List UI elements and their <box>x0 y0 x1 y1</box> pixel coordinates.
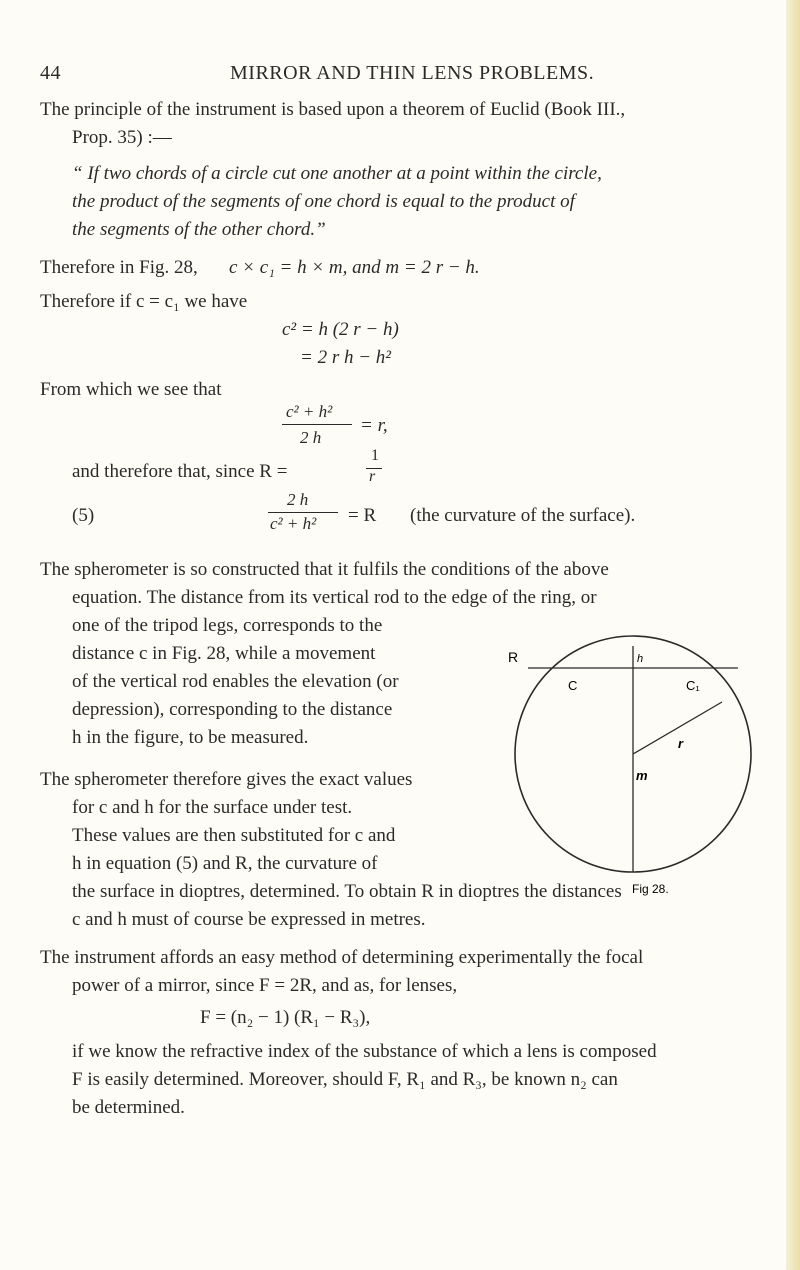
paragraph-line: one of the tripod legs, corresponds to the <box>72 615 383 636</box>
running-title: MIRROR AND THIN LENS PROBLEMS. <box>230 62 595 84</box>
fraction-3-bar <box>268 512 338 513</box>
theorem-line: the product of the segments of one chord is equal to the product of <box>72 191 575 212</box>
paragraph-line: if we know the refractive index of the substance of which a lens is composed <box>72 1041 657 1062</box>
paragraph-line: The spherometer therefore gives the exact values <box>40 769 413 790</box>
paragraph-line: the surface in dioptres, determined. To obtain R in dioptres the distances <box>72 881 622 902</box>
label-m: m <box>636 768 648 783</box>
fraction-2-numerator: 1 <box>371 447 379 464</box>
paragraph-line: be determined. <box>72 1097 185 1118</box>
paragraph-line: distance c in Fig. 28, while a movement <box>72 643 376 664</box>
fraction-1-numerator: c² + h² <box>286 402 333 421</box>
equation-2a: c² = h (2 r − h) <box>282 319 399 340</box>
paragraph-line: F is easily determined. Moreover, should F, R₁ and R₃, be known n₂ can <box>72 1069 618 1090</box>
label-c1: C₁ <box>686 678 700 693</box>
label-R: R <box>508 649 519 665</box>
figure-caption: Fig 28. <box>632 882 669 896</box>
page-number: 44 <box>40 62 61 84</box>
paragraph-line: power of a mirror, since F = 2R, and as, for lenses, <box>72 975 458 996</box>
fraction-3-denominator: c² + h² <box>270 514 317 533</box>
equation-5-note: (the curvature of the surface). <box>410 505 636 526</box>
paragraph-line: depression), corresponding to the distance <box>72 699 393 720</box>
derivation-text: From which we see that <box>40 379 222 400</box>
paragraph-line: c and h must of course be expressed in metres. <box>72 909 426 930</box>
paragraph-line: These values are then substituted for c and <box>72 825 396 846</box>
intro-line: Prop. 35) :— <box>72 127 172 148</box>
page-edge <box>786 0 800 1270</box>
fraction-1-denominator: 2 h <box>300 428 322 447</box>
figure-28 <box>500 640 770 896</box>
paragraph-line: The spherometer is so constructed that it fulfils the conditions of the above <box>40 559 609 580</box>
equation-focal-power: F = (n₂ − 1) (R₁ − R₃), <box>200 1007 371 1028</box>
fraction-3-numerator: 2 h <box>287 490 309 509</box>
equation-5-rhs: = R <box>348 505 377 526</box>
label-c: C <box>568 678 578 693</box>
paragraph-line: h in the figure, to be measured. <box>72 727 309 748</box>
paragraph-line: h in equation (5) and R, the curvature of <box>72 853 378 874</box>
equation-2b: = 2 r h − h² <box>300 347 391 368</box>
theorem-line: the segments of the other chord.” <box>72 219 326 240</box>
paragraph-line: The instrument affords an easy method of determining experimentally the focal <box>40 947 644 968</box>
fraction-1-bar <box>282 424 352 425</box>
derivation-text: and therefore that, since R = <box>72 461 288 482</box>
paragraph-line: for c and h for the surface under test. <box>72 797 353 818</box>
derivation-text: Therefore in Fig. 28, <box>40 257 198 278</box>
label-r: r <box>678 736 684 751</box>
equation-5-label: (5) <box>72 505 95 526</box>
intro-line: The principle of the instrument is based upon a theorem of Euclid (Book III., <box>40 99 626 120</box>
label-h: h <box>637 653 644 665</box>
equation-1: c × c₁ = h × m, and m = 2 r − h. <box>229 257 480 278</box>
derivation-text: Therefore if c = c₁ we have <box>40 291 248 312</box>
fraction-2-denominator: r <box>369 468 376 485</box>
paragraph-line: equation. The distance from its vertical rod to the edge of the ring, or <box>72 587 597 608</box>
theorem-line: “ If two chords of a circle cut one another at a point within the circle, <box>72 163 602 184</box>
fraction-1-rhs: = r, <box>360 415 388 436</box>
paragraph-line: of the vertical rod enables the elevation (or <box>72 671 399 692</box>
